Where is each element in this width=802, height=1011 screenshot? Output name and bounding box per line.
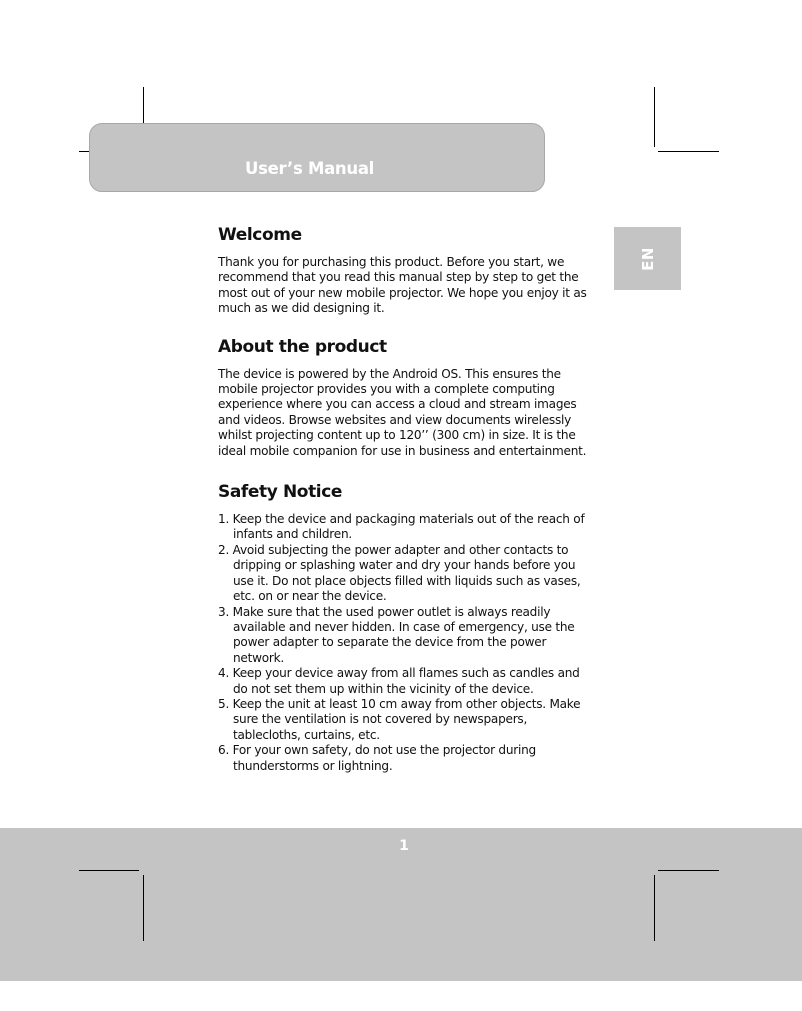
safety-item: 4. Keep your device away from all flames such as candles and do not set them up within the vicinity of the device. — [218, 666, 580, 696]
safety-notice-list — [218, 512, 590, 774]
crop-mark-top-right-horizontal — [658, 151, 719, 152]
section-title-safety-notice: Safety Notice — [218, 482, 343, 503]
language-tab-label: EN — [638, 246, 657, 271]
language-tab — [614, 227, 681, 290]
manual-content — [218, 222, 590, 774]
crop-mark-bottom-left-vertical — [143, 875, 144, 941]
page-number: 1 — [399, 838, 409, 854]
section-welcome — [218, 222, 590, 317]
safety-item: 6. For your own safety, do not use the projector during thunderstorms or lightning. — [218, 743, 536, 773]
crop-mark-bottom-right-horizontal — [658, 870, 719, 871]
about-product-paragraph: The device is powered by the Android OS. This ensures the mobile projector provides you with a complete computing experience where you can access a cloud and stream images and videos. Browse websites and view documents wirelessly whilst projecting content up to 120’’ (300 cm) in size. It is the ideal mobile companion for use in business and entertainment. — [218, 366, 587, 458]
welcome-paragraph: Thank you for purchasing this product. Before you start, we recommend that you read this manual step by step to get the most out of your new mobile projector. We hope you enjoy it as much as we did designing it. — [218, 255, 587, 316]
section-title-about-product: About the product — [218, 336, 387, 357]
crop-mark-top-right-vertical — [654, 87, 655, 147]
section-safety-notice — [218, 479, 590, 774]
safety-item: 2. Avoid subjecting the power adapter and other contacts to dripping or splashing water and dry your hands before you use it. Do not place objects filled with liquids such as vases, etc. on or near the device. — [218, 542, 581, 604]
header-banner — [89, 123, 545, 192]
safety-item: 5. Keep the unit at least 10 cm away from other objects. Make sure the ventilation is not covered by newspapers, tablecloths, curtains, etc. — [218, 696, 581, 742]
safety-item: 1. Keep the device and packaging materials out of the reach of infants and children. — [218, 512, 585, 542]
crop-mark-bottom-left-horizontal — [79, 870, 139, 871]
section-about-product — [218, 334, 590, 459]
manual-title: User’s Manual — [245, 159, 375, 178]
section-title-welcome: Welcome — [218, 225, 302, 245]
crop-mark-bottom-right-vertical — [654, 875, 655, 941]
safety-item: 3. Make sure that the used power outlet is always readily available and never hidden. In case of emergency, use the power adapter to separate the device from the power network. — [218, 604, 575, 665]
